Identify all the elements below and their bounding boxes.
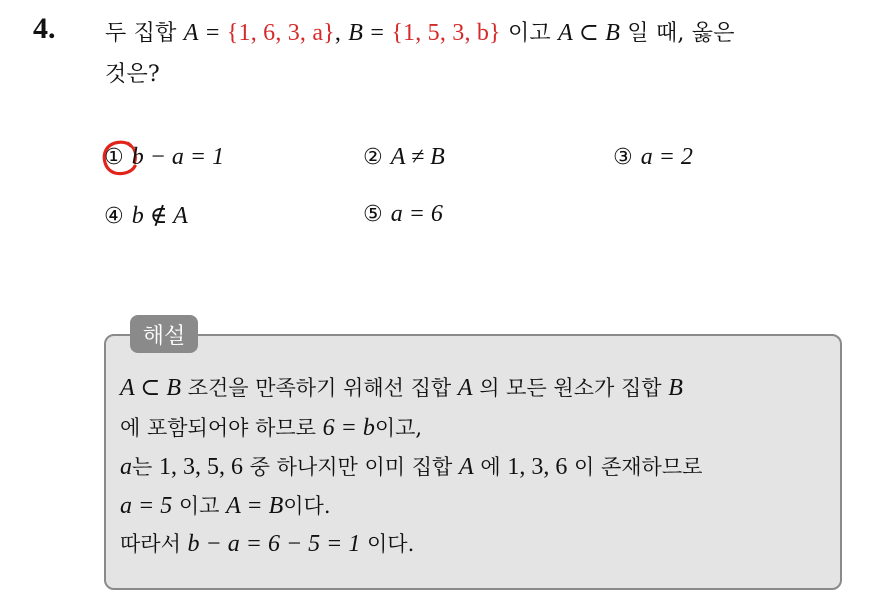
sol-set-a: A	[457, 375, 473, 401]
comma: ,	[334, 20, 342, 46]
sol-var: a	[120, 454, 132, 480]
solution-line-2	[120, 412, 422, 442]
solution-line-1	[120, 372, 683, 402]
sol-set-b: B	[668, 375, 683, 401]
sol-text: 따라서	[120, 532, 181, 556]
sol-text: 는	[132, 455, 153, 479]
choice-1-expr: b − a = 1	[131, 144, 225, 170]
sol-text: 이다.	[367, 532, 415, 556]
question-prefix: 두 집합	[105, 21, 177, 46]
sol-text: 이고	[178, 494, 220, 518]
solution-line-3	[120, 451, 702, 481]
question-line-1	[105, 16, 735, 47]
solution-line-4	[120, 490, 331, 520]
sol-expr: b − a = 6 − 5 = 1	[187, 531, 361, 557]
sol-text: 이고,	[374, 416, 423, 440]
choice-2-number: ②	[363, 145, 383, 170]
sol-text: 의 모든 원소가 집합	[479, 376, 662, 400]
choice-5-expr: a = 6	[390, 201, 443, 227]
set-b-name: B	[348, 20, 364, 46]
choice-2-expr: A ≠ B	[390, 144, 445, 170]
sol-text: 조건을 만족하기 위해선 집합	[187, 376, 452, 400]
solution-line-5	[120, 528, 414, 558]
sol-values: 1, 3, 5, 6	[158, 454, 243, 480]
sol-text: 에	[480, 455, 501, 479]
sol-subset: A ⊂ B	[120, 375, 181, 401]
choice-4[interactable]	[104, 201, 188, 230]
question-suffix: 일 때, 옳은	[627, 21, 735, 46]
set-a-elements: {1, 6, 3, a}	[226, 20, 335, 46]
question-number: 4.	[33, 12, 56, 45]
choice-4-number: ④	[104, 204, 124, 229]
choice-3-number: ③	[613, 145, 633, 170]
choice-4-expr: b ∉ A	[131, 203, 188, 229]
sol-expr: 6 = b	[322, 415, 375, 441]
question-line-2: 것은?	[105, 62, 160, 87]
sol-text: 에 포함되어야 하므로	[120, 416, 316, 440]
choice-1[interactable]	[104, 144, 224, 171]
choice-2[interactable]	[363, 144, 445, 171]
equals-sign-2: =	[370, 20, 385, 46]
sol-values: 1, 3, 6	[507, 454, 568, 480]
sol-expr: a = 5	[120, 493, 173, 519]
sol-expr: A = B	[226, 493, 284, 519]
sol-text: 이 존재하므로	[574, 455, 703, 479]
subset-relation: A ⊂ B	[558, 20, 621, 46]
sol-text: 이다.	[283, 494, 331, 518]
set-a-name: A	[183, 20, 199, 46]
question-mid: 이고	[507, 21, 551, 46]
set-b-elements: {1, 5, 3, b}	[391, 20, 501, 46]
solution-tag: 해설	[130, 315, 198, 353]
choice-3[interactable]	[613, 144, 693, 171]
sol-set-a: A	[458, 454, 474, 480]
equals-sign: =	[205, 20, 220, 46]
choice-5[interactable]	[363, 201, 443, 228]
choice-5-number: ⑤	[363, 202, 383, 227]
choice-1-number: ①	[104, 145, 124, 170]
choice-3-expr: a = 2	[640, 144, 693, 170]
sol-text: 중 하나지만 이미 집합	[249, 455, 453, 479]
